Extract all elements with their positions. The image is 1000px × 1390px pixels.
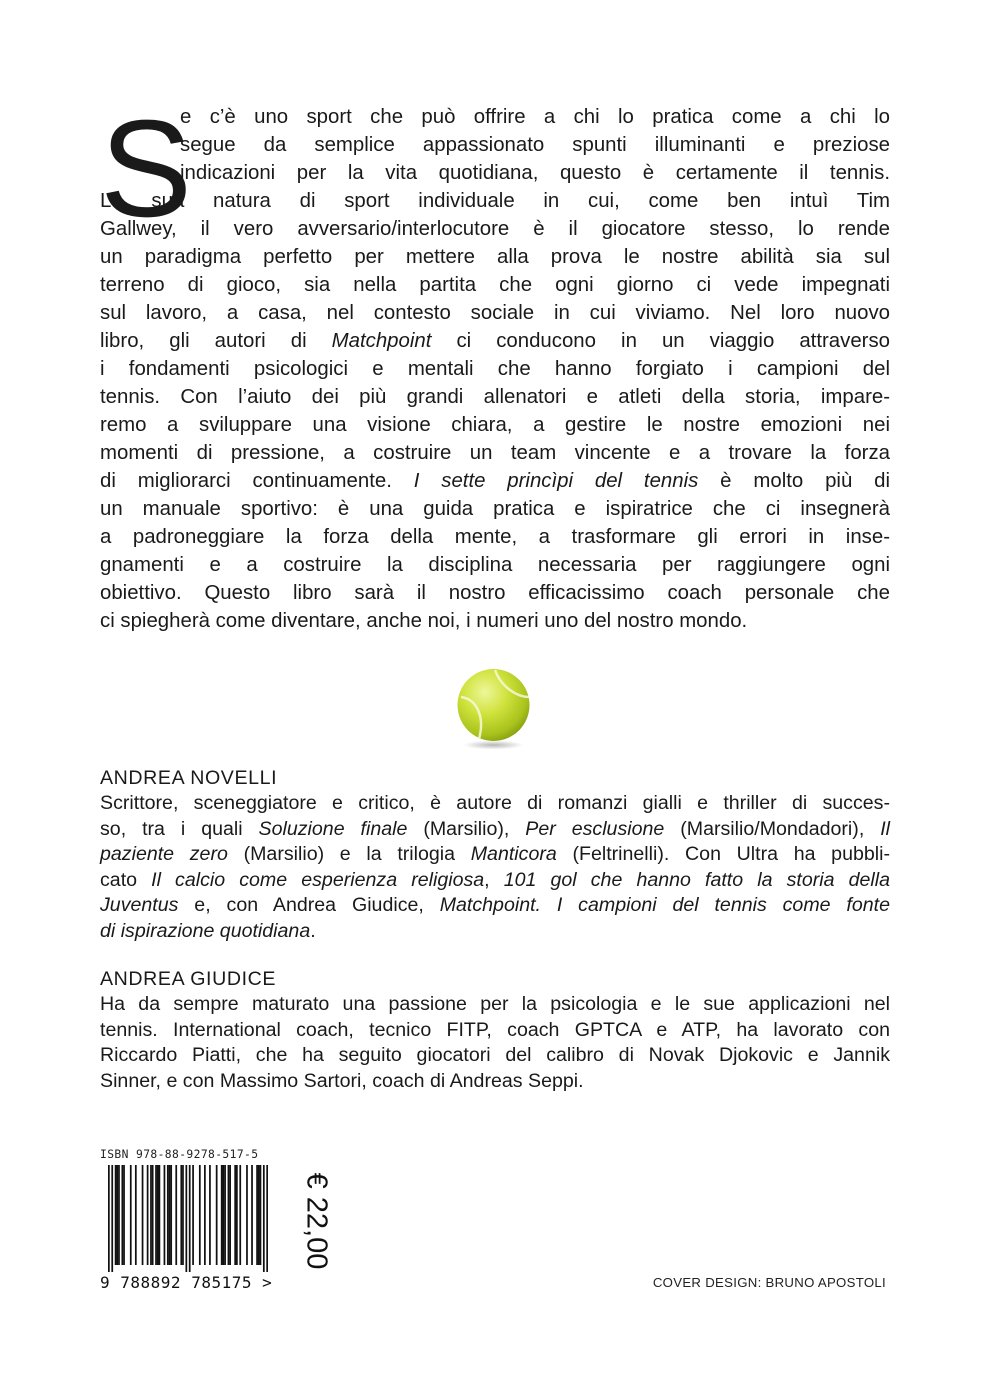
price-box <box>296 1163 336 1278</box>
text-run: so, tra i quali <box>100 817 259 840</box>
bio-line <box>100 842 890 868</box>
blurb-line <box>100 439 890 467</box>
text-run: è molto più di <box>698 470 890 492</box>
barcode-bar <box>260 1165 262 1265</box>
text-run: un paradigma perfetto per mettere alla prova le nostre abilità sia sul <box>100 246 890 268</box>
blurb-line <box>100 523 890 551</box>
bio-line <box>100 992 890 1018</box>
barcode-bar <box>115 1165 117 1265</box>
barcode-bar <box>228 1165 230 1265</box>
barcode-bar <box>135 1165 137 1265</box>
barcode-bar <box>204 1165 206 1265</box>
barcode-bar <box>223 1165 225 1265</box>
text-run: un manuale sportivo: è una guida pratica e ispiratrice che ci insegnerà <box>100 498 890 520</box>
text-run: e, con Andrea Giudice, <box>178 894 440 916</box>
text-run: di migliorarci continuamente. <box>100 470 414 492</box>
barcode-bar <box>167 1165 169 1265</box>
text-run: , <box>484 868 504 891</box>
author-bio-giudice <box>100 966 890 1094</box>
blurb-line <box>180 131 890 159</box>
barcode-bar <box>123 1165 125 1265</box>
barcode-bar <box>256 1165 258 1265</box>
text-run: obiettivo. Questo libro sarà il nostro efficacissimo coach personale che <box>100 582 890 604</box>
italic-title: Soluzione finale <box>258 817 408 840</box>
barcode-bar <box>185 1165 187 1272</box>
blurb-line <box>100 467 890 495</box>
barcode-bar <box>246 1165 248 1265</box>
barcode-bar <box>263 1165 265 1272</box>
text-run: Sinner, e con Massimo Sartori, coach di Andreas Seppi. <box>100 1069 584 1092</box>
text-run: Riccardo Piatti, che ha seguito giocatori del calibro di Novak Djokovic e Jannik <box>100 1044 890 1066</box>
bio-line <box>100 1018 890 1044</box>
text-run: libro, gli autori di <box>100 330 332 352</box>
barcode-bar <box>108 1165 110 1272</box>
italic-title: I sette princìpi del tennis <box>413 470 699 492</box>
blurb-line <box>100 579 890 607</box>
text-run: (Marsilio/Mondadori), <box>664 817 881 840</box>
author-name: ANDREA GIUDICE <box>100 968 277 990</box>
text-run: i fondamenti psicologici e mentali che hanno forgiato i campioni del <box>100 358 890 380</box>
italic-title: Il calcio come esperienza religiosa <box>151 868 485 891</box>
drop-cap: S <box>100 92 189 246</box>
barcode-bar <box>116 1165 118 1265</box>
barcode-bar <box>159 1165 161 1265</box>
text-run: Ha da sempre maturato una passione per la psicologia e le sue applicazioni nel <box>100 993 890 1015</box>
price: € 22,00 <box>300 1172 333 1269</box>
barcode-bar <box>152 1165 154 1265</box>
text-run: (Marsilio) e la trilogia <box>227 843 471 865</box>
bio-line <box>100 817 890 843</box>
blurb-line <box>100 495 890 523</box>
barcode-bar <box>199 1165 201 1265</box>
barcode-bar <box>236 1165 238 1265</box>
blurb-line <box>100 327 890 355</box>
bio-line <box>100 791 890 817</box>
bio-line <box>100 893 890 919</box>
text-run: Scrittore, sceneggiatore e critico, è autore di romanzi gialli e thriller di succes- <box>100 792 890 814</box>
blurb-line <box>180 159 890 187</box>
barcode-bar <box>111 1165 113 1272</box>
barcode-bar <box>266 1165 268 1272</box>
isbn-label: ISBN 978-88-9278-517-5 <box>100 1148 259 1161</box>
barcode-bar <box>189 1165 191 1272</box>
text-run: tennis. Con l’aiuto dei più grandi allenatori e atleti della storia, impare- <box>100 386 890 408</box>
blurb-line <box>100 607 890 635</box>
author-bio-novelli <box>100 765 890 944</box>
text-run: gnamenti e a costruire la disciplina necessaria per raggiungere ogni <box>100 554 890 576</box>
barcode <box>108 1165 268 1272</box>
barcode-bar <box>216 1165 218 1265</box>
barcode-bar <box>224 1165 226 1265</box>
barcode-bar <box>175 1165 177 1265</box>
text-run: (Marsilio), <box>407 817 526 840</box>
text-run: ci conducono in un viaggio attraverso <box>431 330 890 352</box>
barcode-bar <box>150 1165 152 1265</box>
barcode-bar <box>118 1165 120 1265</box>
barcode-digits: 9 788892 785175 > <box>100 1273 273 1292</box>
blurb-line <box>100 299 890 327</box>
author-bio-text <box>100 791 890 944</box>
blurb-line <box>100 355 890 383</box>
barcode-bar <box>121 1165 123 1265</box>
barcode-bar <box>142 1165 144 1265</box>
text-run: (Feltrinelli). Con Ultra ha pubbli- <box>556 843 890 865</box>
bio-line <box>100 919 890 945</box>
author-name: ANDREA NOVELLI <box>100 767 278 789</box>
barcode-bar <box>157 1165 159 1265</box>
blurb-line <box>100 411 890 439</box>
text-run: cato <box>100 868 152 891</box>
italic-title: Juventus <box>100 894 179 916</box>
tennis-ball-icon <box>455 667 532 751</box>
text-run: sul lavoro, a casa, nel contesto sociale in cui viviamo. Nel loro nuovo <box>100 302 890 324</box>
italic-title: Il <box>880 817 890 840</box>
barcode-bar <box>234 1165 236 1265</box>
barcode-bar <box>169 1165 171 1265</box>
text-run: segue da semplice appassionato spunti illuminanti e preziose <box>180 134 890 156</box>
italic-title: Matchpoint <box>331 330 432 352</box>
author-bio-text <box>100 992 890 1094</box>
text-run: tennis. International coach, tecnico FITP, coach GPTCA e ATP, ha lavorato con <box>100 1018 890 1041</box>
blurb-line <box>100 551 890 579</box>
text-run: . <box>310 919 316 942</box>
blurb-line <box>100 187 890 215</box>
text-run: a padroneggiare la forza della mente, a trasformare gli errori in inse- <box>100 526 890 548</box>
barcode-bar <box>130 1165 132 1265</box>
barcode-bar <box>192 1165 194 1265</box>
italic-title: Manticora <box>470 843 557 865</box>
text-run: ci spiegherà come diventare, anche noi, i numeri uno del nostro mondo. <box>100 610 748 632</box>
barcode-bar <box>221 1165 223 1265</box>
text-run: e c’è uno sport che può offrire a chi lo pratica come a chi lo <box>180 106 890 128</box>
italic-title: Per esclusione <box>525 817 665 840</box>
barcode-bar <box>164 1165 166 1265</box>
text-run: remo a sviluppare una visione chiara, a gestire le nostre emozioni nei <box>100 414 890 436</box>
cover-design-credit: COVER DESIGN: BRUNO APOSTOLI <box>652 1275 886 1290</box>
bio-line <box>100 868 890 894</box>
blurb-line <box>100 215 890 243</box>
italic-title: paziente zero <box>100 843 228 865</box>
blurb-line <box>180 103 890 131</box>
text-run: Gallwey, il vero avversario/interlocutore è il giocatore stesso, lo rende <box>100 218 890 240</box>
barcode-bar <box>209 1165 211 1265</box>
barcode-bar <box>180 1165 182 1265</box>
blurb-line <box>100 271 890 299</box>
text-run: La sua natura di sport individuale in cui, come ben intuì Tim <box>100 190 890 212</box>
blurb-line <box>100 243 890 271</box>
text-run: indicazioni per la vita quotidiana, questo è certamente il tennis. <box>180 162 890 184</box>
barcode-bar <box>258 1165 260 1265</box>
italic-title: 101 gol che hanno fatto la storia della <box>503 868 891 891</box>
barcode-bar <box>155 1165 157 1265</box>
barcode-bar <box>147 1165 149 1265</box>
italic-title: di ispirazione quotidiana <box>100 919 311 942</box>
barcode-bar <box>182 1165 184 1265</box>
barcode-bar <box>170 1165 172 1265</box>
text-run: terreno di gioco, sia nella partita che ogni giorno ci vede impegnati <box>100 274 890 296</box>
bio-line <box>100 1069 890 1095</box>
barcode-bar <box>229 1165 231 1265</box>
barcode-bar <box>239 1165 241 1265</box>
italic-title: Matchpoint. I campioni del tennis come fonte <box>439 894 890 916</box>
barcode-bar <box>251 1165 253 1265</box>
blurb-line <box>100 383 890 411</box>
bio-line <box>100 1043 890 1069</box>
text-run: momenti di pressione, a costruire un team vincente e a trovare la forza <box>100 442 890 464</box>
